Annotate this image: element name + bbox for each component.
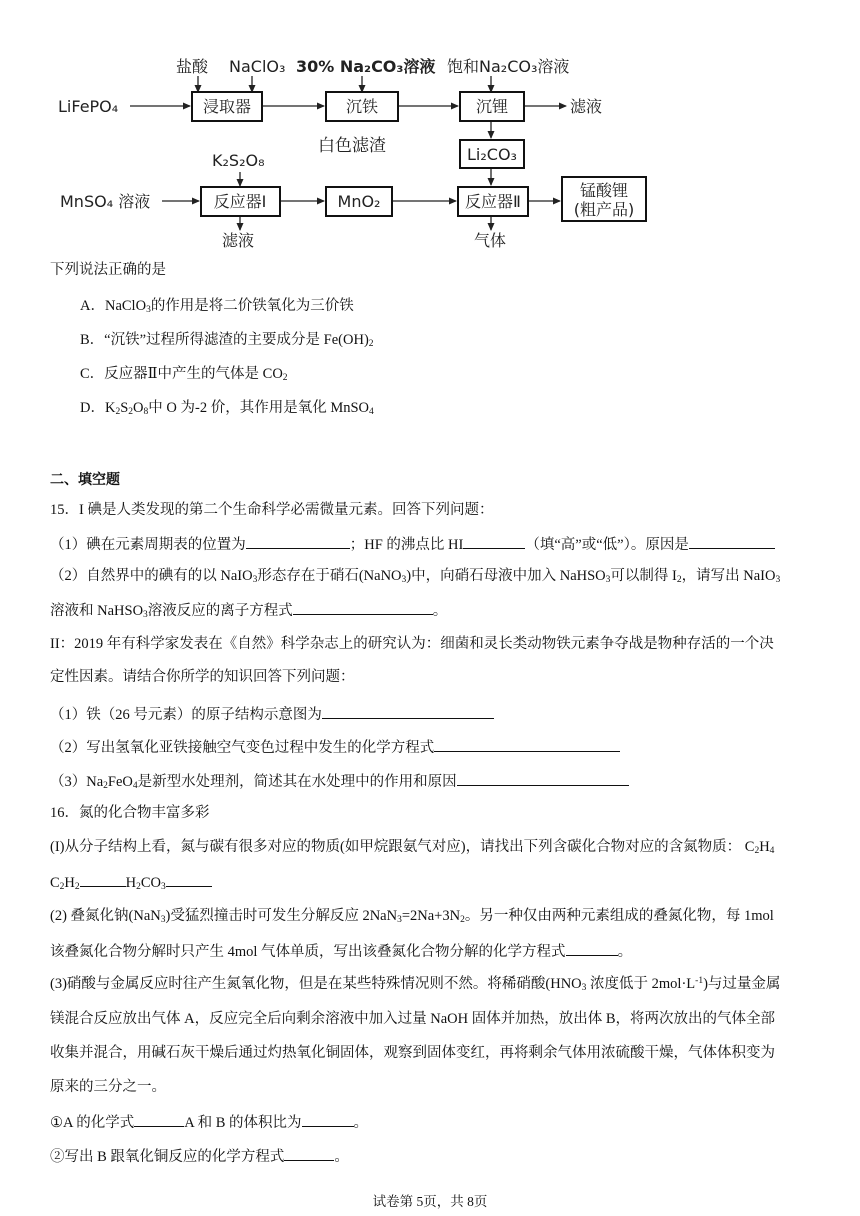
q16-line-5: 该叠氮化合物分解时只产生 4mol 气体单质，写出该叠氮化合物分解的化学方程式 。 (50, 940, 632, 962)
q15-line-8: （2）写出氢氧化亚铁接触空气变色过程中发生的化学方程式 (50, 736, 620, 758)
section-title: 二、填空题 (50, 472, 120, 488)
q16-line-7: 镁混合反应放出气体 A，反应完全后向剩余溶液中加入过量 NaOH 固体并加热，放出体 B，将两次放出的气体全部 (50, 1011, 775, 1027)
blank[interactable] (284, 1145, 334, 1161)
label-hcl: 盐酸 (176, 57, 209, 76)
q14-option-d: D．$K_2S_2O_8$中 O 为-2 价，其作用是氧化 MnSO$_4$ (80, 400, 374, 417)
q15-line-7: （1）铁（26 号元素）的原子结构示意图为 (50, 703, 494, 725)
q15-line-9: $(3)Na_2FeO_4$是新型水处理剂，简述其在水处理中的作用和原因 (50, 770, 629, 792)
blank[interactable] (434, 736, 620, 752)
q16-line-10: ①A 的化学式 A 和 B 的体积比为 。 (50, 1111, 368, 1133)
page-footer: 试卷第 5页，共 8页 (372, 1194, 488, 1209)
q15-line-1: 15．I 碘是人类发现的第二个生命科学必需微量元素。回答下列问题： (50, 502, 494, 518)
blank[interactable] (293, 599, 433, 615)
blank[interactable] (166, 871, 212, 887)
q15-line-5: II：2019 年有科学家发表在《自然》科学杂志上的研究认为：细菌和灵长类动物铁元素争夺战是物种存活的一个决 (50, 636, 774, 652)
label-na2co3-sat: 饱和Na₂CO₃溶液 (447, 57, 570, 76)
box-reactor2-label: 反应器Ⅱ (465, 192, 521, 211)
box-product-label-2: (粗产品) (573, 200, 635, 219)
blank[interactable] (322, 703, 494, 719)
q15-line-2: （1）碘在元素周期表的位置为 ；HF 的沸点比 HI （填“高”或“低”）。原因是 (50, 533, 775, 555)
box-mno2-label: MnO₂ (337, 192, 381, 211)
blank[interactable] (246, 533, 350, 549)
label-mnso4: MnSO₄ 溶液 (60, 192, 151, 211)
box-leacher-label: 浸取器 (202, 97, 252, 116)
box-reactor1-label: 反应器Ⅰ (213, 192, 267, 211)
q15-line-6: 定性因素。请结合你所学的知识回答下列问题： (50, 669, 355, 685)
blank[interactable] (457, 770, 629, 786)
q16-line-2: (I)从分子结构上看，氮与碳有很多对应的物质(如甲烷跟氨气对应)，请找出下列含碳化合物对应的含氮物质： $C_2H_4$ (50, 839, 775, 856)
blank[interactable] (80, 871, 126, 887)
q15-line-4: 溶液和 NaHSO$_3$溶液反应的离子方程式 。 (50, 599, 447, 621)
label-filtrate-top: 滤液 (570, 97, 603, 116)
q16-line-9: 原来的三分之一。 (50, 1079, 166, 1095)
q14-option-c: C．反应器Ⅱ中产生的气体是 $CO_2$ (80, 366, 288, 383)
label-naclo3: NaClO₃ (229, 57, 286, 76)
q16-line-8: 收集并混合，用碱石灰干燥后通过灼热氧化铜固体，观察到固体变红，再将剩余气体用浓硫酸干燥，气体体积变为 (50, 1045, 775, 1061)
box-li-precip-label: 沉锂 (475, 97, 509, 116)
label-k2s2o8: K₂S₂O₈ (212, 151, 265, 170)
process-flow-diagram (0, 0, 860, 260)
blank[interactable] (302, 1111, 354, 1127)
label-lifepo4: LiFePO₄ (58, 97, 119, 116)
label-na2co3-30: 30% Na₂CO₃溶液 (296, 57, 436, 76)
q16-line-4: (2) 叠氮化钠(NaN$_3$)受猛烈撞击时可发生分解反应 $2NaN_3=2Na+3N_2$。另一种仅由两种元素组成的叠氮化物，每 1mol (50, 908, 774, 925)
blank[interactable] (689, 533, 775, 549)
q14-stem: 下列说法正确的是 (50, 262, 166, 278)
box-product-label-1: 锰酸锂 (579, 181, 629, 200)
label-gas: 气体 (474, 231, 507, 250)
blank[interactable] (463, 533, 525, 549)
q16-line-6: (3)硝酸与金属反应时往产生氮氧化物，但是在某些特殊情况则不然。将稀硝酸($HNO_3$ 浓度低于 $2mol\cdot L^{-1}$)与过量金属 (50, 976, 781, 993)
box-li2co3-label: Li₂CO₃ (467, 145, 517, 164)
box-iron-precip-label: 沉铁 (345, 97, 379, 116)
q16-line-3: $C_2H_2$ $H_2CO_3$ (50, 871, 212, 893)
blank[interactable] (134, 1111, 184, 1127)
q16-line-11: ②写出 B 跟氧化铜反应的化学方程式 。 (50, 1145, 349, 1167)
blank[interactable] (566, 940, 618, 956)
label-white-residue: 白色滤渣 (318, 136, 386, 156)
q16-line-1: 16．氮的化合物丰富多彩 (50, 805, 210, 821)
q15-line-3: （2）自然界中的碘有的以 NaIO$_3$形态存在于硝石(NaNO$_3$)中，向硝石母液中加入 NaHSO$_3$可以制得 $I_2$，请写出 NaIO$_3$ (50, 568, 781, 585)
q14-option-a: A．NaClO$_3$的作用是将二价铁氧化为三价铁 (80, 298, 354, 315)
q14-option-b: B．“沉铁”过程所得滤渣的主要成分是 $Fe(OH)_2$ (80, 332, 374, 349)
label-filtrate-bottom: 滤液 (222, 231, 255, 250)
